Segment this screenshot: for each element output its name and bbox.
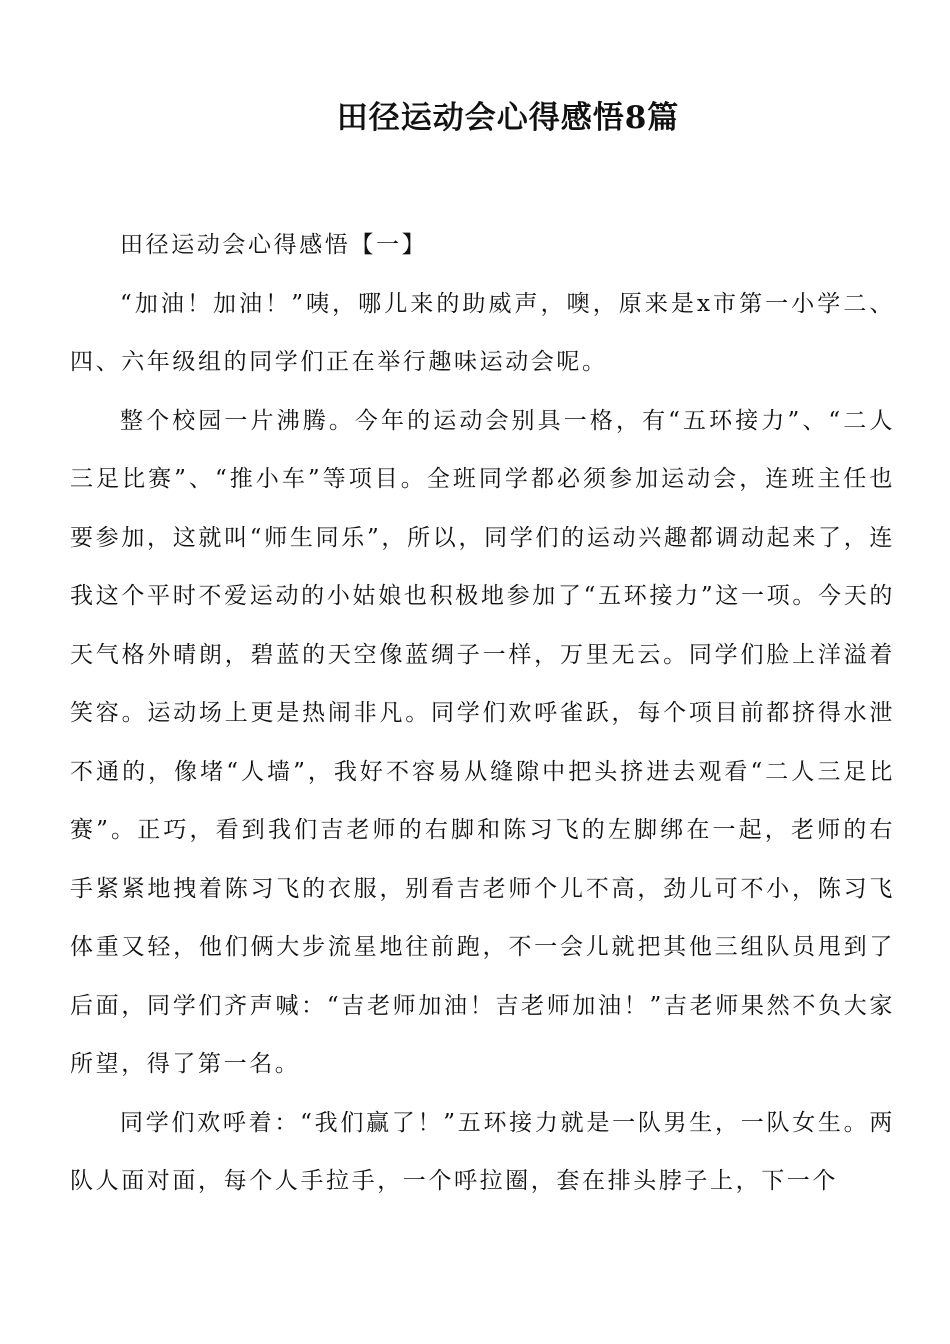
document-body	[70, 216, 895, 1211]
section-heading: 田径运动会心得感悟【一】	[120, 232, 428, 258]
document-title: 田径运动会心得感悟8篇	[336, 100, 680, 136]
paragraph: “加油！加油！”咦，哪儿来的助威声，噢，原来是x市第一小学二、四、六年级组的同学们正在举行趣味运动会呢。	[70, 290, 895, 375]
paragraph: 整个校园一片沸腾。今年的运动会别具一格，有“五环接力”、“二人三足比赛”、“推小车”等项目。全班同学都必须参加运动会，连班主任也要参加，这就叫“师生同乐”，所以，同学们的运动兴趣都调动起来了，连我这个平时不爱运动的小姑娘也积极地参加了“五环接力”这一项。今天的天气格外晴朗，碧蓝的天空像蓝绸子一样，万里无云。同学们脸上洋溢着笑容。运动场上更是热闹非凡。同学们欢呼雀跃，每个项目前都挤得水泄不通的，像堵“人墙”，我好不容易从缝隙中把头挤进去观看“二人三足比赛”。正巧，看到我们吉老师的右脚和陈习飞的左脚绑在一起，老师的右手紧紧地拽着陈习飞的衣服，别看吉老师个儿不高，劲儿可不小，陈习飞体重又轻，他们俩大步流星地往前跑，不一会儿就把其他三组队员甩到了后面，同学们齐声喊：“吉老师加油！吉老师加油！”吉老师果然不负大家所望，得了第一名。	[70, 407, 895, 1077]
paragraph: 同学们欢呼着：“我们赢了！”五环接力就是一队男生，一队女生。两队人面对面，每个人手拉手，一个呼拉圈，套在排头脖子上，下一个	[70, 1109, 895, 1194]
